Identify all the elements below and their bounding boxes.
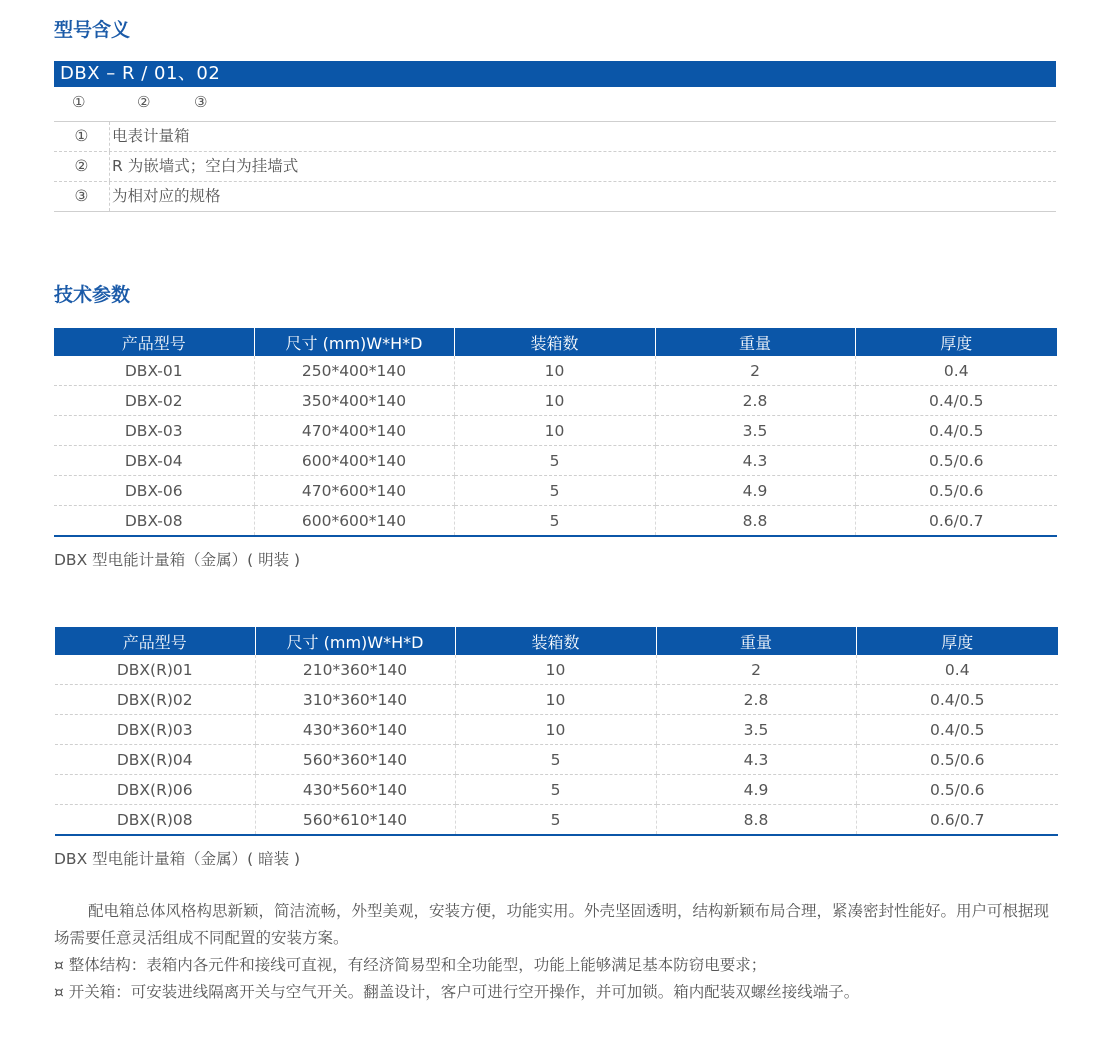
spec-table-surface-mount [54, 328, 1057, 537]
header-size: 尺寸 (mm)W*H*D [254, 328, 454, 356]
header-thickness: 厚度 [855, 328, 1057, 356]
header-pack-count: 装箱数 [454, 328, 655, 356]
cell-weight: 2.8 [656, 685, 856, 715]
meaning-item [54, 182, 1056, 212]
table-row [54, 476, 1057, 506]
cell-pack-count: 5 [454, 476, 655, 506]
cell-model: DBX(R)06 [55, 775, 255, 805]
cell-model: DBX-02 [54, 386, 254, 416]
cell-thickness: 0.4/0.5 [856, 685, 1058, 715]
spec-table-flush-mount [55, 627, 1058, 836]
cell-size: 250*400*140 [254, 356, 454, 386]
header-weight: 重量 [656, 627, 856, 655]
cell-model: DBX-01 [54, 356, 254, 386]
cell-weight: 4.9 [655, 476, 855, 506]
cell-size: 470*400*140 [254, 416, 454, 446]
cell-size: 430*360*140 [255, 715, 455, 745]
cell-thickness: 0.6/0.7 [856, 805, 1058, 836]
cell-pack-count: 5 [455, 805, 656, 836]
cell-thickness: 0.4/0.5 [856, 715, 1058, 745]
cell-weight: 8.8 [656, 805, 856, 836]
cell-size: 560*360*140 [255, 745, 455, 775]
model-code-bar: DBX – R / 01、02 [54, 61, 1056, 87]
cell-weight: 4.3 [655, 446, 855, 476]
cell-weight: 4.3 [656, 745, 856, 775]
cell-pack-count: 10 [455, 715, 656, 745]
table-row [54, 506, 1057, 537]
cell-size: 600*400*140 [254, 446, 454, 476]
table-caption-surface-mount: DBX 型电能计量箱（金属）( 明装 ) [54, 551, 301, 569]
cell-size: 350*400*140 [254, 386, 454, 416]
marker-3: ③ [194, 93, 208, 111]
header-model: 产品型号 [55, 627, 255, 655]
table-row [55, 775, 1058, 805]
table-header-row [55, 627, 1058, 655]
meaning-item [54, 152, 1056, 182]
cell-pack-count: 10 [454, 416, 655, 446]
meaning-text: 电表计量箱 [112, 127, 190, 145]
cell-model: DBX(R)08 [55, 805, 255, 836]
cell-weight: 2 [656, 655, 856, 685]
table-row [54, 356, 1057, 386]
cell-pack-count: 5 [454, 506, 655, 537]
cell-thickness: 0.4 [856, 655, 1058, 685]
meaning-number: ③ [54, 182, 110, 211]
header-weight: 重量 [655, 328, 855, 356]
cell-weight: 2.8 [655, 386, 855, 416]
cell-model: DBX(R)01 [55, 655, 255, 685]
description-paragraph: 配电箱总体风格构思新颖，简洁流畅，外型美观，安装方便，功能实用。外壳坚固透明，结构新颖布局合理，紧凑密封性能好。用户可根据现场需要任意灵活组成不同配置的安装方案。 [54, 902, 1050, 947]
cell-size: 470*600*140 [254, 476, 454, 506]
cell-thickness: 0.6/0.7 [855, 506, 1057, 537]
cell-model: DBX(R)03 [55, 715, 255, 745]
meaning-item [54, 122, 1056, 152]
table-row [55, 745, 1058, 775]
cell-model: DBX(R)02 [55, 685, 255, 715]
cell-model: DBX-08 [54, 506, 254, 537]
cell-size: 310*360*140 [255, 685, 455, 715]
cell-pack-count: 10 [454, 386, 655, 416]
cell-pack-count: 10 [454, 356, 655, 386]
cell-pack-count: 5 [454, 446, 655, 476]
cell-pack-count: 5 [455, 775, 656, 805]
marker-2: ② [137, 93, 151, 111]
header-size: 尺寸 (mm)W*H*D [255, 627, 455, 655]
cell-model: DBX-06 [54, 476, 254, 506]
marker-1: ① [72, 93, 86, 111]
meaning-list [54, 122, 1056, 212]
header-thickness: 厚度 [856, 627, 1058, 655]
section-title-tech-params: 技术参数 [54, 284, 131, 306]
table-row [54, 416, 1057, 446]
table-row [55, 685, 1058, 715]
table-caption-flush-mount: DBX 型电能计量箱（金属）( 暗装 ) [54, 850, 301, 868]
cell-size: 210*360*140 [255, 655, 455, 685]
meaning-number: ① [54, 122, 110, 151]
table-row [55, 805, 1058, 836]
cell-weight: 3.5 [655, 416, 855, 446]
meaning-number: ② [54, 152, 110, 181]
cell-thickness: 0.5/0.6 [856, 745, 1058, 775]
table-row [55, 655, 1058, 685]
cell-thickness: 0.4 [855, 356, 1057, 386]
cell-thickness: 0.5/0.6 [855, 476, 1057, 506]
cell-thickness: 0.5/0.6 [856, 775, 1058, 805]
cell-thickness: 0.4/0.5 [855, 416, 1057, 446]
product-description [54, 898, 1058, 1006]
table-row [54, 386, 1057, 416]
cell-thickness: 0.5/0.6 [855, 446, 1057, 476]
cell-thickness: 0.4/0.5 [855, 386, 1057, 416]
cell-model: DBX-04 [54, 446, 254, 476]
cell-pack-count: 10 [455, 655, 656, 685]
description-bullet: ¤ 整体结构：表箱内各元件和接线可直视，有经济简易型和全功能型，功能上能够满足基本防窃电要求； [54, 956, 767, 974]
cell-weight: 2 [655, 356, 855, 386]
table-row [55, 715, 1058, 745]
cell-weight: 8.8 [655, 506, 855, 537]
model-markers [54, 91, 1056, 122]
header-pack-count: 装箱数 [455, 627, 656, 655]
cell-pack-count: 10 [455, 685, 656, 715]
cell-weight: 3.5 [656, 715, 856, 745]
table-row [54, 446, 1057, 476]
cell-model: DBX-03 [54, 416, 254, 446]
cell-size: 600*600*140 [254, 506, 454, 537]
table-header-row [54, 328, 1057, 356]
meaning-text: 为相对应的规格 [112, 187, 221, 205]
cell-model: DBX(R)04 [55, 745, 255, 775]
cell-size: 560*610*140 [255, 805, 455, 836]
cell-size: 430*560*140 [255, 775, 455, 805]
cell-weight: 4.9 [656, 775, 856, 805]
cell-pack-count: 5 [455, 745, 656, 775]
section-title-model-meaning: 型号含义 [54, 19, 131, 41]
meaning-text: R 为嵌墙式；空白为挂墙式 [112, 157, 299, 175]
header-model: 产品型号 [54, 328, 254, 356]
description-bullet: ¤ 开关箱：可安装进线隔离开关与空气开关。翻盖设计，客户可进行空开操作，并可加锁。箱内配装双螺丝接线端子。 [54, 983, 860, 1001]
